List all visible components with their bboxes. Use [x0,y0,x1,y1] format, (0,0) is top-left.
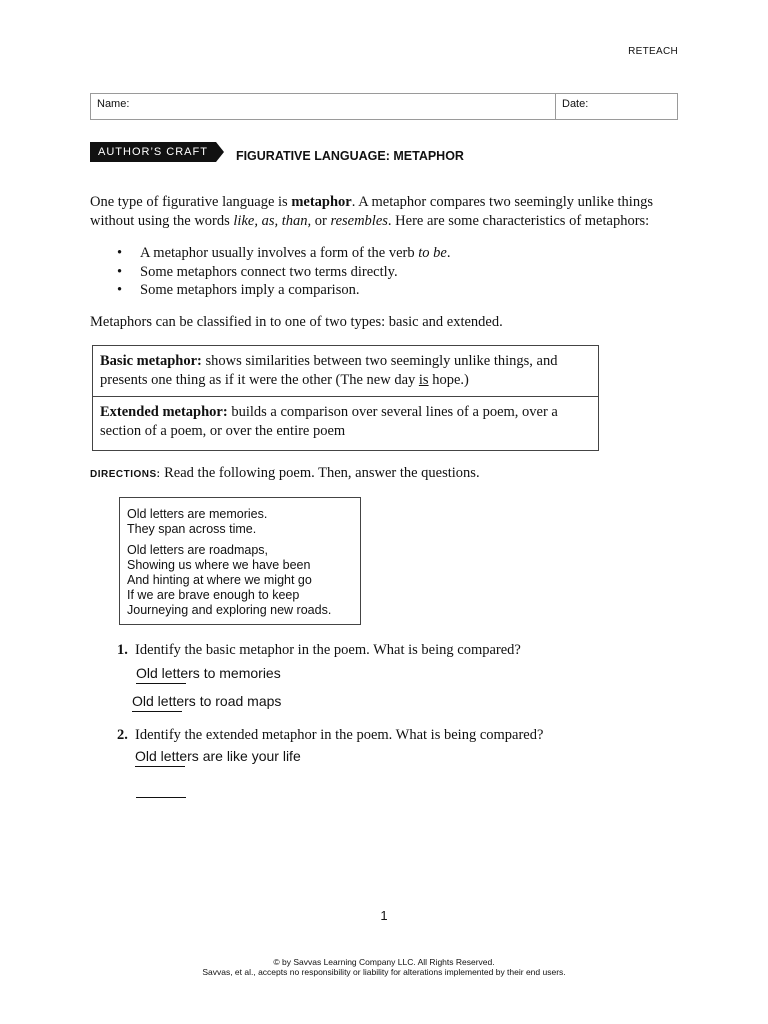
intro-text-3: or [311,213,331,229]
copyright-text: © by Savvas Learning Company LLC. All Rights Reserved. [273,957,495,967]
intro-term: metaphor [291,194,352,210]
directions [90,465,480,482]
list-item [117,263,450,282]
question-text: Identify the basic metaphor in the poem. What is being compared? [135,642,521,658]
answer-text: Old letters to memories [136,665,281,681]
date-field[interactable] [556,94,677,119]
poem-line: And hinting at where we might go [127,573,312,587]
date-label: Date: [562,98,589,110]
list-item [117,244,450,263]
question-number: 2. [117,727,128,743]
poem-line: They span across time. [127,522,257,536]
question-text: Identify the extended metaphor in the poem. What is being compared? [135,727,544,743]
answer-1b[interactable] [132,693,281,709]
intro-text-1: One type of figurative language is [90,194,292,210]
name-label: Name: [97,98,130,110]
authors-craft-header [90,140,464,163]
intro-text-2: . A metaphor compares two seemingly unlike things without using the words [90,194,653,229]
extended-metaphor-definition: builds a comparison over several lines of a poem, over a section of a poem, or over the entire poem [100,404,558,439]
bullet-text: Some metaphors connect two terms directly. [140,263,398,280]
question-2 [117,727,543,744]
poem-stanza-2 [127,543,353,618]
question-number: 1. [117,642,128,658]
directions-text: Read the following poem. Then, answer the questions. [160,465,480,481]
reteach-label: RETEACH [628,46,678,57]
bullet-icon: • [117,263,123,280]
answer-text: Old letters are like your life [135,748,301,764]
answer-2a[interactable] [135,748,301,764]
basic-metaphor-term: Basic metaphor: [100,353,202,369]
basic-metaphor-row [93,346,598,397]
intro-text-4: . Here are some characteristics of metaphors: [387,213,650,229]
page-number: 1 [380,908,388,923]
metaphor-types-table [92,345,599,451]
answer-underline [135,766,185,767]
bullet-emphasis: to be [418,245,447,261]
answer-underline [136,683,186,684]
answer-1a[interactable] [136,665,281,681]
intro-resembles: resembles [330,213,388,229]
basic-metaphor-definition: shows similarities between two seemingly unlike things, and presents one thing as if it were the other (The new day [100,353,558,388]
disclaimer-text: Savvas, et al., accepts no responsibility or liability for alterations implemented by their end users. [202,967,566,977]
underlined-word: is [418,371,429,388]
answer-text: Old letters to road maps [132,693,282,709]
bullet-end: . [446,245,451,261]
basic-metaphor-definition-end: hope.) [428,371,469,388]
footer [0,957,768,977]
poem-line: Old letters are memories. [127,507,268,521]
poem-box [119,497,361,625]
authors-craft-badge: AUTHOR’S CRAFT [90,142,216,162]
poem-line: Old letters are roadmaps, [127,543,269,557]
poem-line: Journeying and exploring new roads. [127,603,332,617]
answer-underline [132,711,182,712]
question-1 [117,642,521,659]
intro-words: like, as, than, [233,213,312,229]
bullet-icon: • [117,245,123,261]
name-field[interactable] [91,94,556,119]
blank-answer-line[interactable] [136,797,186,798]
list-item [117,281,450,300]
bullet-icon: • [117,282,123,298]
name-date-table [90,93,678,120]
intro-paragraph [90,193,690,231]
directions-label: DIRECTIONS: [90,469,161,480]
bullet-text: Some metaphors imply a comparison. [140,282,360,298]
poem-line: If we are brave enough to keep [127,588,300,602]
bullet-text: A metaphor usually involves a form of the verb [140,245,419,261]
poem-stanza-1 [127,507,353,537]
extended-metaphor-row [93,397,598,446]
classify-paragraph: Metaphors can be classified in to one of two types: basic and extended. [90,314,503,330]
poem-line: Showing us where we have been [127,558,311,572]
section-title: FIGURATIVE LANGUAGE: METAPHOR [235,149,464,163]
extended-metaphor-term: Extended metaphor: [100,404,228,420]
characteristics-list [117,244,450,300]
